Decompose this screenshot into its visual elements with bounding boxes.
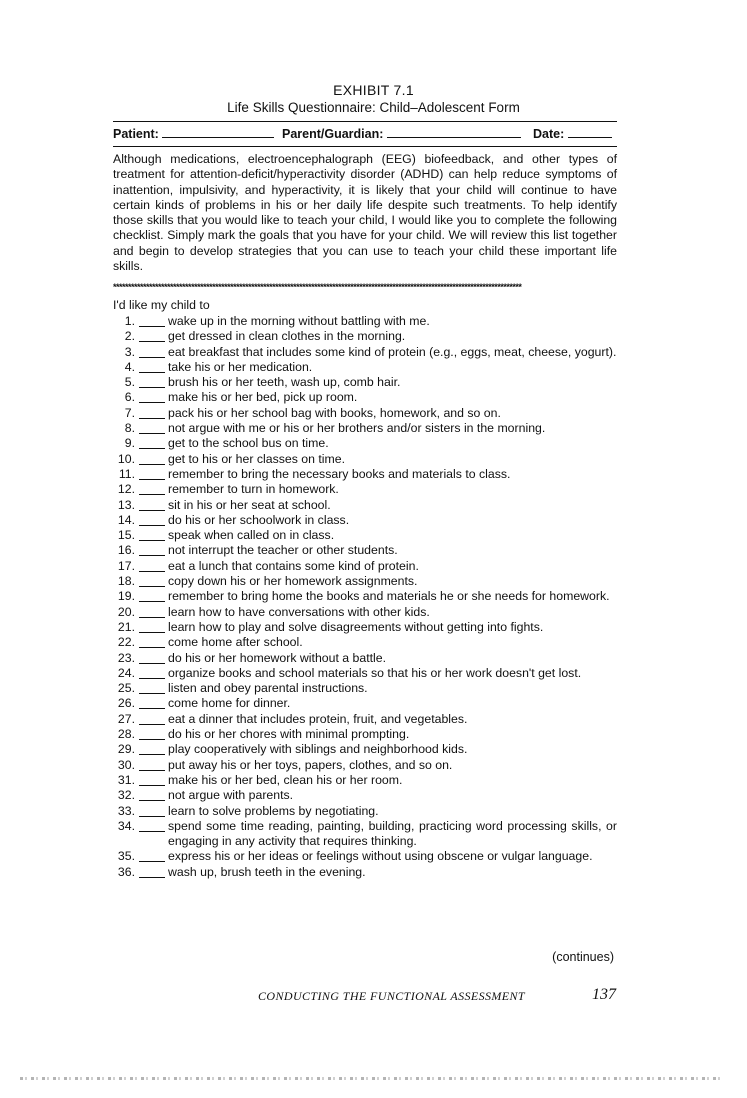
item-number: 15.	[117, 528, 135, 543]
item-text: do his or her schoolwork in class.	[168, 512, 350, 527]
checklist-item	[113, 375, 617, 390]
item-number: 23.	[117, 650, 135, 665]
checklist-item	[113, 666, 617, 681]
item-number: 17.	[117, 558, 135, 573]
item-text: make his or her bed, clean his or her room.	[168, 772, 403, 787]
item-text: play cooperatively with siblings and neighborhood kids.	[168, 742, 468, 757]
item-text: eat a dinner that includes protein, fruit, and vegetables.	[168, 711, 468, 726]
scan-artifact	[20, 1077, 720, 1080]
item-text: learn how to have conversations with other kids.	[168, 604, 430, 619]
item-text: not interrupt the teacher or other students.	[168, 543, 398, 558]
item-check-blank[interactable]	[139, 620, 165, 633]
item-check-blank[interactable]	[139, 513, 165, 526]
item-check-blank[interactable]	[139, 804, 165, 817]
item-text: listen and obey parental instructions.	[168, 681, 368, 696]
item-number: 24.	[117, 665, 135, 680]
item-check-blank[interactable]	[139, 742, 165, 755]
item-text: come home after school.	[168, 635, 303, 650]
item-check-blank[interactable]	[139, 819, 165, 832]
page-number: 137	[592, 986, 616, 1003]
item-text: wash up, brush teeth in the evening.	[168, 864, 366, 879]
checklist-item	[113, 345, 617, 360]
item-text: remember to bring home the books and materials he or she needs for homework.	[168, 589, 610, 604]
item-number: 27.	[117, 711, 135, 726]
checklist-item	[113, 329, 617, 344]
item-number: 6.	[124, 390, 135, 405]
item-number: 18.	[117, 574, 135, 589]
checklist-item	[113, 574, 617, 589]
checklist-lead: I'd like my child to	[113, 298, 210, 312]
item-number: 36.	[117, 864, 135, 879]
item-number: 9.	[124, 436, 135, 451]
item-number: 2.	[124, 329, 135, 344]
item-text: come home for dinner.	[168, 696, 291, 711]
item-number: 10.	[117, 451, 135, 466]
item-number: 3.	[124, 344, 135, 359]
item-text: not argue with parents.	[168, 788, 294, 803]
item-check-blank[interactable]	[139, 681, 165, 694]
item-text: get dressed in clean clothes in the morning.	[168, 329, 406, 344]
item-number: 22.	[117, 635, 135, 650]
item-check-blank[interactable]	[139, 360, 165, 373]
item-check-blank[interactable]	[139, 773, 165, 786]
item-check-blank[interactable]	[139, 329, 165, 342]
item-check-blank[interactable]	[139, 849, 165, 862]
item-number: 28.	[117, 727, 135, 742]
item-text: remember to bring the necessary books and materials to class.	[168, 466, 511, 481]
checklist-item	[113, 788, 617, 803]
form-fields	[113, 126, 617, 144]
item-check-blank[interactable]	[139, 727, 165, 740]
form-title: Life Skills Questionnaire: Child–Adolescent Form	[227, 100, 520, 115]
patient-label: Patient:	[113, 127, 159, 141]
item-number: 30.	[117, 757, 135, 772]
parent-blank[interactable]	[387, 126, 521, 138]
item-text: put away his or her toys, papers, clothes, and so on.	[168, 757, 453, 772]
checklist-item	[113, 681, 617, 696]
checklist-item	[113, 712, 617, 727]
item-number: 26.	[117, 696, 135, 711]
asterisk-separator: ****************************************************************************************************************************************	[113, 283, 522, 291]
checklist-item	[113, 742, 617, 757]
item-text: organize books and school materials so that his or her work doesn't get lost.	[168, 665, 582, 680]
checklist	[113, 314, 617, 880]
item-check-blank[interactable]	[139, 345, 165, 358]
item-number: 19.	[117, 589, 135, 604]
item-number: 20.	[117, 604, 135, 619]
item-text: brush his or her teeth, wash up, comb hair.	[168, 375, 401, 390]
checklist-item	[113, 452, 617, 467]
item-text: remember to turn in homework.	[168, 482, 339, 497]
item-check-blank[interactable]	[139, 589, 165, 602]
item-number: 12.	[117, 482, 135, 497]
exhibit-label: EXHIBIT 7.1	[333, 82, 414, 98]
item-number: 32.	[117, 788, 135, 803]
checklist-item	[113, 849, 617, 864]
item-number: 16.	[117, 543, 135, 558]
item-number: 35.	[117, 849, 135, 864]
checklist-item	[113, 819, 617, 850]
item-number: 4.	[124, 359, 135, 374]
item-check-blank[interactable]	[139, 651, 165, 664]
checklist-item	[113, 559, 617, 574]
checklist-item	[113, 421, 617, 436]
item-check-blank[interactable]	[139, 421, 165, 434]
item-text: wake up in the morning without battling with me.	[168, 314, 430, 328]
item-text: learn to solve problems by negotiating.	[168, 803, 379, 818]
item-text: sit in his or her seat at school.	[168, 497, 331, 512]
date-blank[interactable]	[568, 126, 612, 138]
checklist-item	[113, 589, 617, 604]
item-check-blank[interactable]	[139, 758, 165, 771]
item-text: pack his or her school bag with books, homework, and so on.	[168, 405, 501, 420]
item-text: take his or her medication.	[168, 359, 313, 374]
checklist-item	[113, 360, 617, 375]
checklist-item	[113, 727, 617, 742]
bottom-rule	[113, 146, 617, 147]
checklist-item	[113, 467, 617, 482]
item-text: copy down his or her homework assignments.	[168, 574, 418, 589]
item-text: learn how to play and solve disagreements without getting into fights.	[168, 619, 544, 634]
item-check-blank[interactable]	[139, 528, 165, 541]
item-check-blank[interactable]	[139, 498, 165, 511]
item-check-blank[interactable]	[139, 605, 165, 618]
checklist-item	[113, 804, 617, 819]
item-text: eat a lunch that contains some kind of protein.	[168, 558, 419, 573]
item-check-blank[interactable]	[139, 406, 165, 419]
date-field	[533, 126, 612, 141]
item-number: 5.	[124, 375, 135, 390]
item-check-blank[interactable]	[139, 452, 165, 465]
checklist-item	[113, 406, 617, 421]
item-check-blank[interactable]	[139, 788, 165, 801]
item-check-blank[interactable]	[139, 666, 165, 679]
item-check-blank[interactable]	[139, 696, 165, 709]
item-check-blank[interactable]	[139, 482, 165, 495]
item-number: 11.	[118, 466, 135, 481]
parent-label: Parent/Guardian:	[282, 127, 384, 141]
item-text: get to the school bus on time.	[168, 436, 329, 451]
intro-paragraph: Although medications, electroencephalograph (EEG) biofeedback, and other types of treatment for attention-deficit/hyperactivity disorder (ADHD) can help reduce symptoms of inattention, impulsivity, and hyperactivity, it is likely that your child will continue to have certain kinds of problems in his or her daily life despite such treatments. To help identify those skills that you would like to teach your child, I would like you to complete the following checklist. Simply mark the goals that you have for your child. We will review this list together and begin to develop strategies that you can use to teach your child these important life skills.	[113, 152, 617, 274]
checklist-item	[113, 605, 617, 620]
checklist-item	[113, 620, 617, 635]
parent-field	[282, 126, 521, 141]
item-check-blank[interactable]	[139, 574, 165, 587]
item-check-blank[interactable]	[139, 865, 165, 878]
item-number: 8.	[124, 421, 135, 436]
item-text: express his or her ideas or feelings without using obscene or vulgar language.	[168, 849, 593, 864]
checklist-item	[113, 513, 617, 528]
checklist-item	[113, 758, 617, 773]
item-check-blank[interactable]	[139, 390, 165, 403]
patient-blank[interactable]	[162, 126, 274, 138]
checklist-item	[113, 865, 617, 880]
item-text: eat breakfast that includes some kind of protein (e.g., eggs, meat, cheese, yogurt).	[168, 344, 617, 359]
checklist-item	[113, 696, 617, 711]
checklist-item	[113, 651, 617, 666]
item-text: get to his or her classes on time.	[168, 451, 346, 466]
item-check-blank[interactable]	[139, 467, 165, 480]
item-number: 13.	[117, 497, 135, 512]
checklist-item	[113, 390, 617, 405]
checklist-item	[113, 543, 617, 558]
item-text: not argue with me or his or her brothers and/or sisters in the morning.	[168, 421, 546, 436]
item-check-blank[interactable]	[139, 375, 165, 388]
item-number: 25.	[117, 681, 135, 696]
date-label: Date:	[533, 127, 565, 141]
continues-note: (continues)	[552, 950, 614, 964]
item-number: 14.	[117, 512, 135, 527]
checklist-item	[113, 528, 617, 543]
checklist-item	[113, 498, 617, 513]
item-check-blank[interactable]	[139, 559, 165, 572]
item-number: 21.	[117, 619, 135, 634]
checklist-item	[113, 635, 617, 650]
checklist-item	[113, 773, 617, 788]
top-rule	[113, 121, 617, 122]
item-number: 34.	[117, 818, 135, 833]
item-text: spend some time reading, painting, building, practicing word processing skills, or engaging in any activity that requires thinking.	[168, 818, 617, 849]
item-number: 1.	[124, 314, 135, 328]
item-check-blank[interactable]	[139, 436, 165, 449]
item-check-blank[interactable]	[139, 712, 165, 725]
checklist-item	[113, 436, 617, 451]
checklist-item	[113, 314, 617, 329]
item-number: 7.	[124, 405, 135, 420]
item-check-blank[interactable]	[139, 543, 165, 556]
item-text: speak when called on in class.	[168, 528, 335, 543]
item-number: 29.	[117, 742, 135, 757]
item-number: 33.	[117, 803, 135, 818]
checklist-item	[113, 482, 617, 497]
running-head: CONDUCTING THE FUNCTIONAL ASSESSMENT	[258, 989, 525, 1003]
item-text: do his or her homework without a battle.	[168, 650, 387, 665]
patient-field	[113, 126, 274, 141]
item-text: do his or her chores with minimal prompting.	[168, 727, 410, 742]
item-check-blank[interactable]	[139, 635, 165, 648]
item-number: 31.	[117, 772, 135, 787]
item-text: make his or her bed, pick up room.	[168, 390, 358, 405]
item-check-blank[interactable]	[139, 314, 165, 327]
